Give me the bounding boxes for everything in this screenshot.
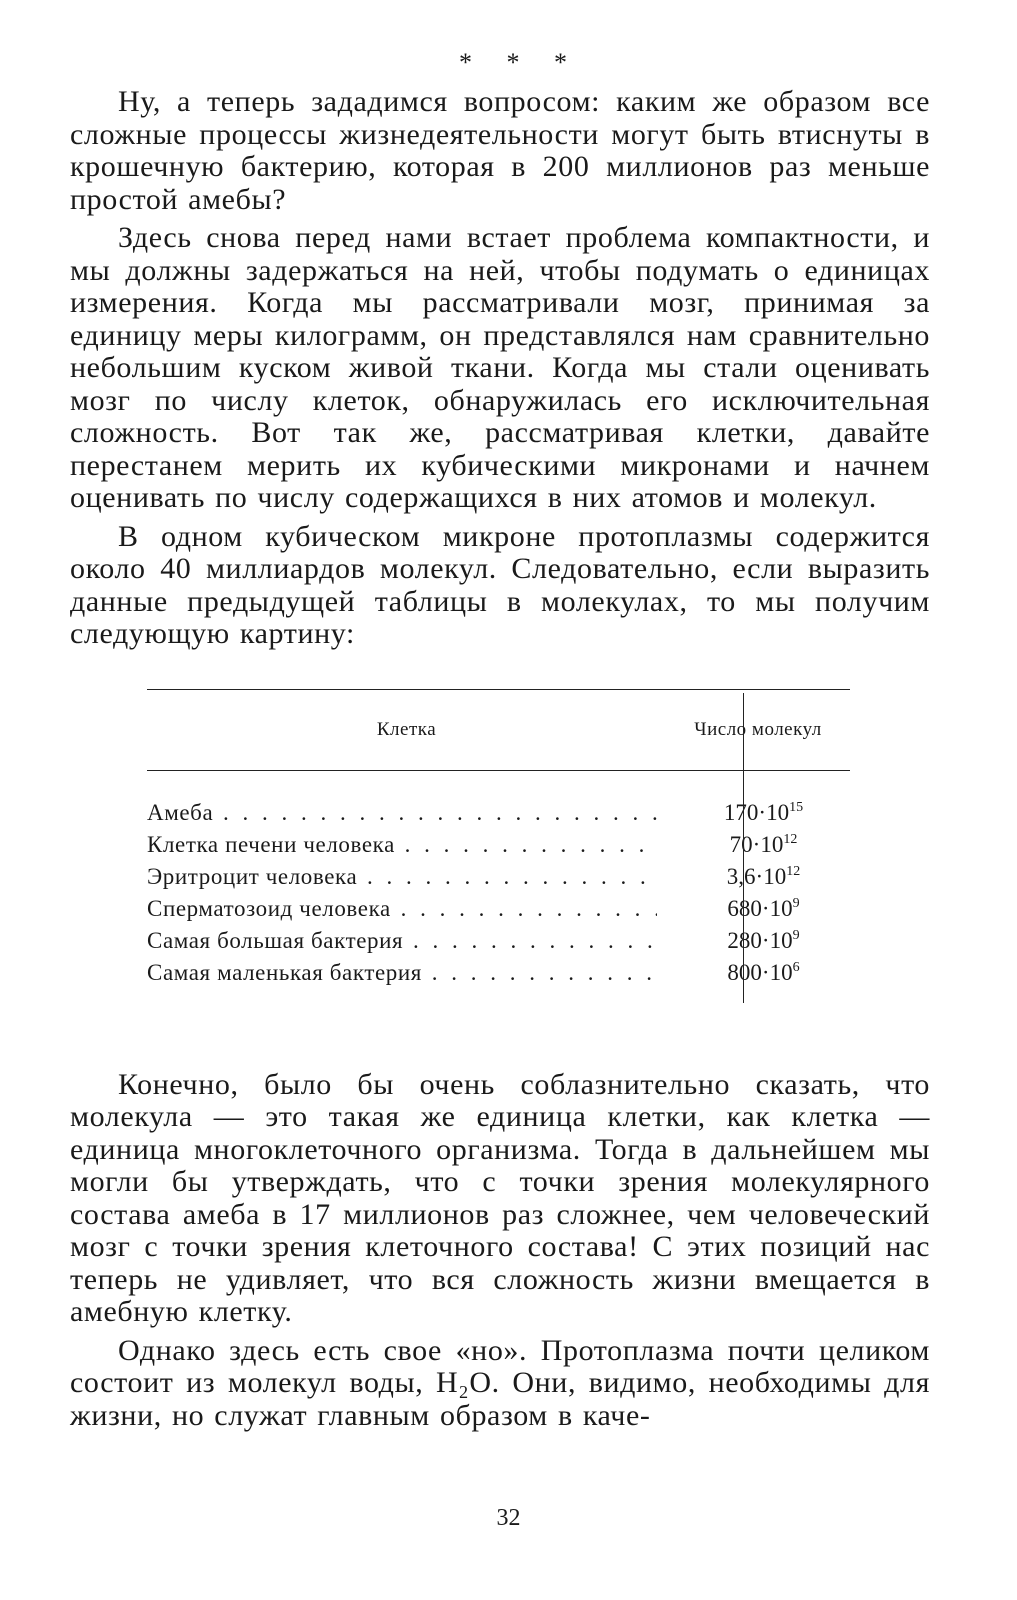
row-molecule-count: $680\cdot 10^9$ bbox=[727, 895, 800, 921]
row-cell-name: Эритроцит человека . . . bbox=[147, 864, 657, 890]
section-ornament: * * * bbox=[459, 48, 581, 77]
table-header bbox=[147, 690, 850, 770]
table-row bbox=[147, 829, 850, 861]
row-molecule-count: $170\cdot 10^{15}$ bbox=[723, 799, 804, 825]
header-molecules: Число молекул bbox=[694, 718, 822, 740]
row-molecule-count: $800\cdot 10^6$ bbox=[727, 959, 800, 985]
paragraph: Здесь снова перед нами встает проблема компактности, и мы должны задержаться на ней, чтобы подумать о единицах измерения. Когда мы рассматривали мозг, принимая за единицу меры килограмм, он представлялся нам сравнительно небольшим куском живой ткани. Когда мы стали оценивать мозг по числу клеток, обнаружилась его исключительная сложность. Вот так же, рассматривая клетки, давайте перестанем мерить их кубическими микронами и начнем оценивать по числу содержащихся в них атомов и молекул. bbox=[70, 221, 930, 514]
table-row bbox=[147, 925, 850, 957]
paragraph: Однако здесь есть свое «но». Протоплазма почти целиком состоит из молекул воды, H₂O. Они, видимо, необходимы для жизни, но служат главным образом в каче- bbox=[70, 1333, 930, 1432]
table-row bbox=[147, 797, 850, 829]
row-cell-name: Амеба . . . bbox=[147, 800, 657, 826]
table-row bbox=[147, 957, 850, 989]
row-molecule-count: $280\cdot 10^9$ bbox=[727, 927, 800, 953]
paragraph: Конечно, было бы очень соблазнительно сказать, что молекула — это такая же единица клетки, как клетка — единица многоклеточного организма. Тогда в дальнейшем мы могли бы утверждать, что с точки зрения молекулярного состава амеба в 17 миллионов раз сложнее, чем человеческий мозг с точки зрения клеточного состава! С этих позиций нас теперь не удивляет, что вся сложность жизни вмещается в амебную клетку. bbox=[70, 1067, 930, 1328]
row-molecule-count: $70\cdot 10^{12}$ bbox=[729, 831, 798, 857]
paragraph: В одном кубическом микроне протоплазмы содержится около 40 миллиардов молекул. Следовательно, если выразить данные предыдущей таблицы в молекулах, то мы получим следующую картину: bbox=[70, 519, 930, 650]
text-after-table bbox=[70, 1069, 930, 1433]
table-column-divider bbox=[743, 693, 744, 1003]
row-molecule-count: $3,6\cdot 10^{12}$ bbox=[726, 863, 801, 889]
table-row bbox=[147, 861, 850, 893]
header-cell: Клетка bbox=[376, 718, 437, 740]
row-cell-name: Самая большая бактерия . . . bbox=[147, 928, 657, 954]
row-cell-name: Клетка печени человека . . . bbox=[147, 832, 657, 858]
row-cell-name: Сперматозоид человека . . . bbox=[147, 896, 657, 922]
paragraph: Ну, а теперь зададимся вопросом: каким же образом все сложные процессы жизнедеятельности могут быть втиснуты в крошечную бактерию, которая в 200 миллионов раз меньше простой амебы? bbox=[70, 85, 930, 216]
row-cell-name: Самая маленькая бактерия . . . bbox=[147, 960, 657, 986]
molecule-count-table bbox=[147, 689, 850, 989]
page bbox=[70, 48, 930, 1438]
page-number: 32 bbox=[496, 1505, 521, 1531]
table-row bbox=[147, 893, 850, 925]
table-body bbox=[147, 771, 850, 989]
